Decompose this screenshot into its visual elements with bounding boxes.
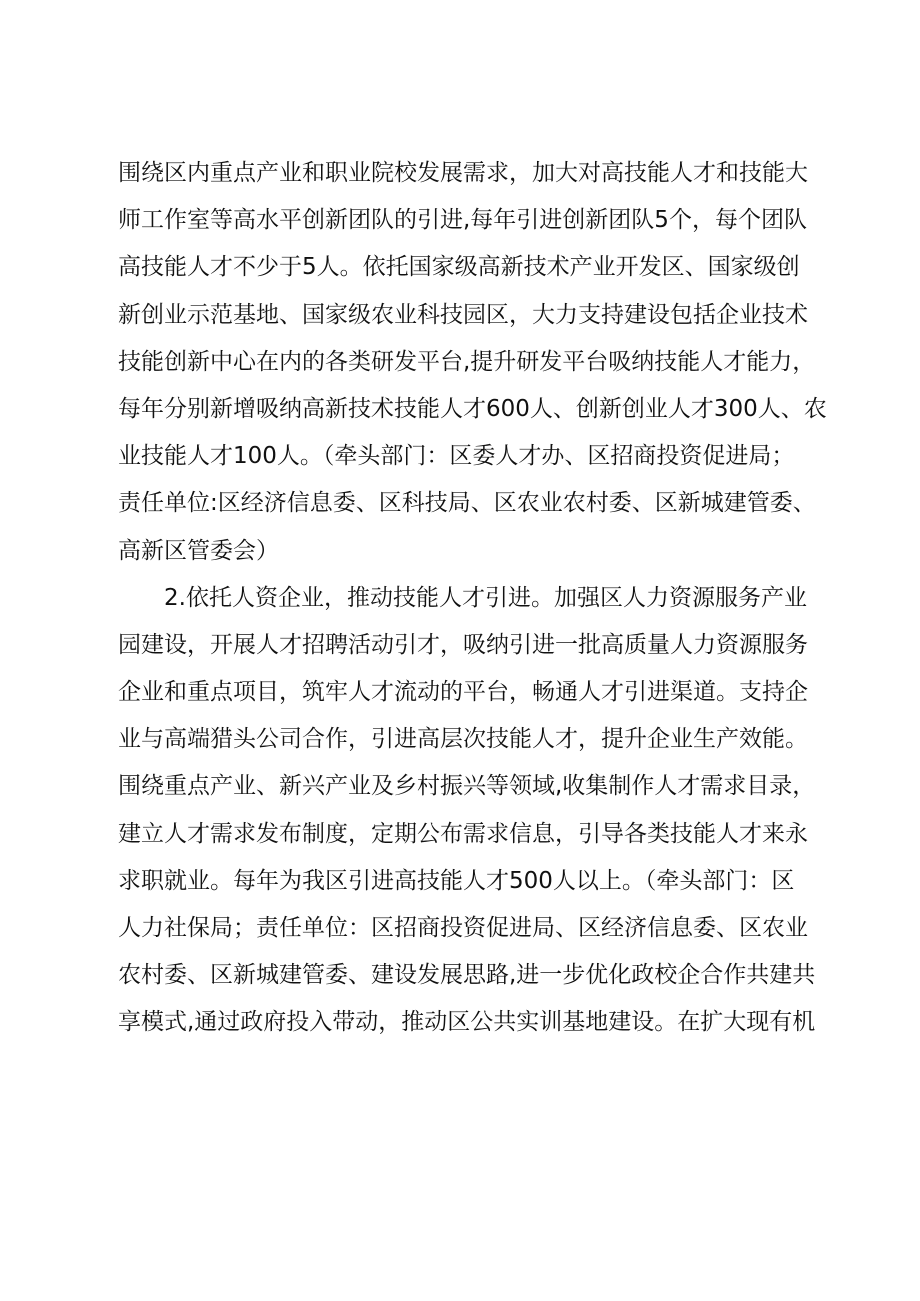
text-line: 高新区管委会） xyxy=(118,537,279,564)
text-line: 责任单位:区经济信息委、区科技局、区农业农村委、区新城建管委、 xyxy=(118,490,816,517)
text-line: 技能创新中心在内的各类研发平台,提升研发平台吸纳技能人才能力， xyxy=(118,348,816,375)
text-line: 建立人才需求发布制度，定期公布需求信息，引导各类技能人才来永 xyxy=(118,820,808,847)
text-line: 围绕区内重点产业和职业院校发展需求，加大对高技能人才和技能大 xyxy=(118,160,808,186)
text-line: 业技能人才100人。（牵头部门：区委人才办、区招商投资促进局； xyxy=(118,443,795,470)
paragraph-start-line: 2.依托人资企业，推动技能人才引进。加强区人力资源服务产业 xyxy=(164,584,807,611)
text-line: 享模式,通过政府投入带动，推动区公共实训基地建设。在扩大现有机 xyxy=(118,1009,816,1036)
text-line: 每年分别新增吸纳高新技术技能人才600人、创新创业人才300人、农 xyxy=(118,395,827,422)
text-line: 农村委、区新城建管委、建设发展思路,进一步优化政校企合作共建共 xyxy=(118,962,816,989)
text-line: 求职就业。每年为我区引进高技能人才500人以上。（牵头部门：区 xyxy=(118,867,795,894)
text-line: 新创业示范基地、国家级农业科技园区，大力支持建设包括企业技术 xyxy=(118,301,808,328)
document-body xyxy=(118,150,838,1047)
text-line: 高技能人才不少于5人。依托国家级高新技术产业开发区、国家级创 xyxy=(118,254,800,281)
text-line: 企业和重点项目，筑牢人才流动的平台，畅通人才引进渠道。支持企 xyxy=(118,679,808,706)
text-line: 业与高端猎头公司合作，引进高层次技能人才，提升企业生产效能。 xyxy=(118,726,808,753)
text-line: 园建设，开展人才招聘活动引才，吸纳引进一批高质量人力资源服务 xyxy=(118,631,808,658)
text-line: 围绕重点产业、新兴产业及乡村振兴等领域,收集制作人才需求目录， xyxy=(118,773,816,800)
text-line: 师工作室等高水平创新团队的引进,每年引进创新团队5个，每个团队 xyxy=(118,207,807,234)
text-line: 人力社保局；责任单位：区招商投资促进局、区经济信息委、区农业 xyxy=(118,915,808,941)
